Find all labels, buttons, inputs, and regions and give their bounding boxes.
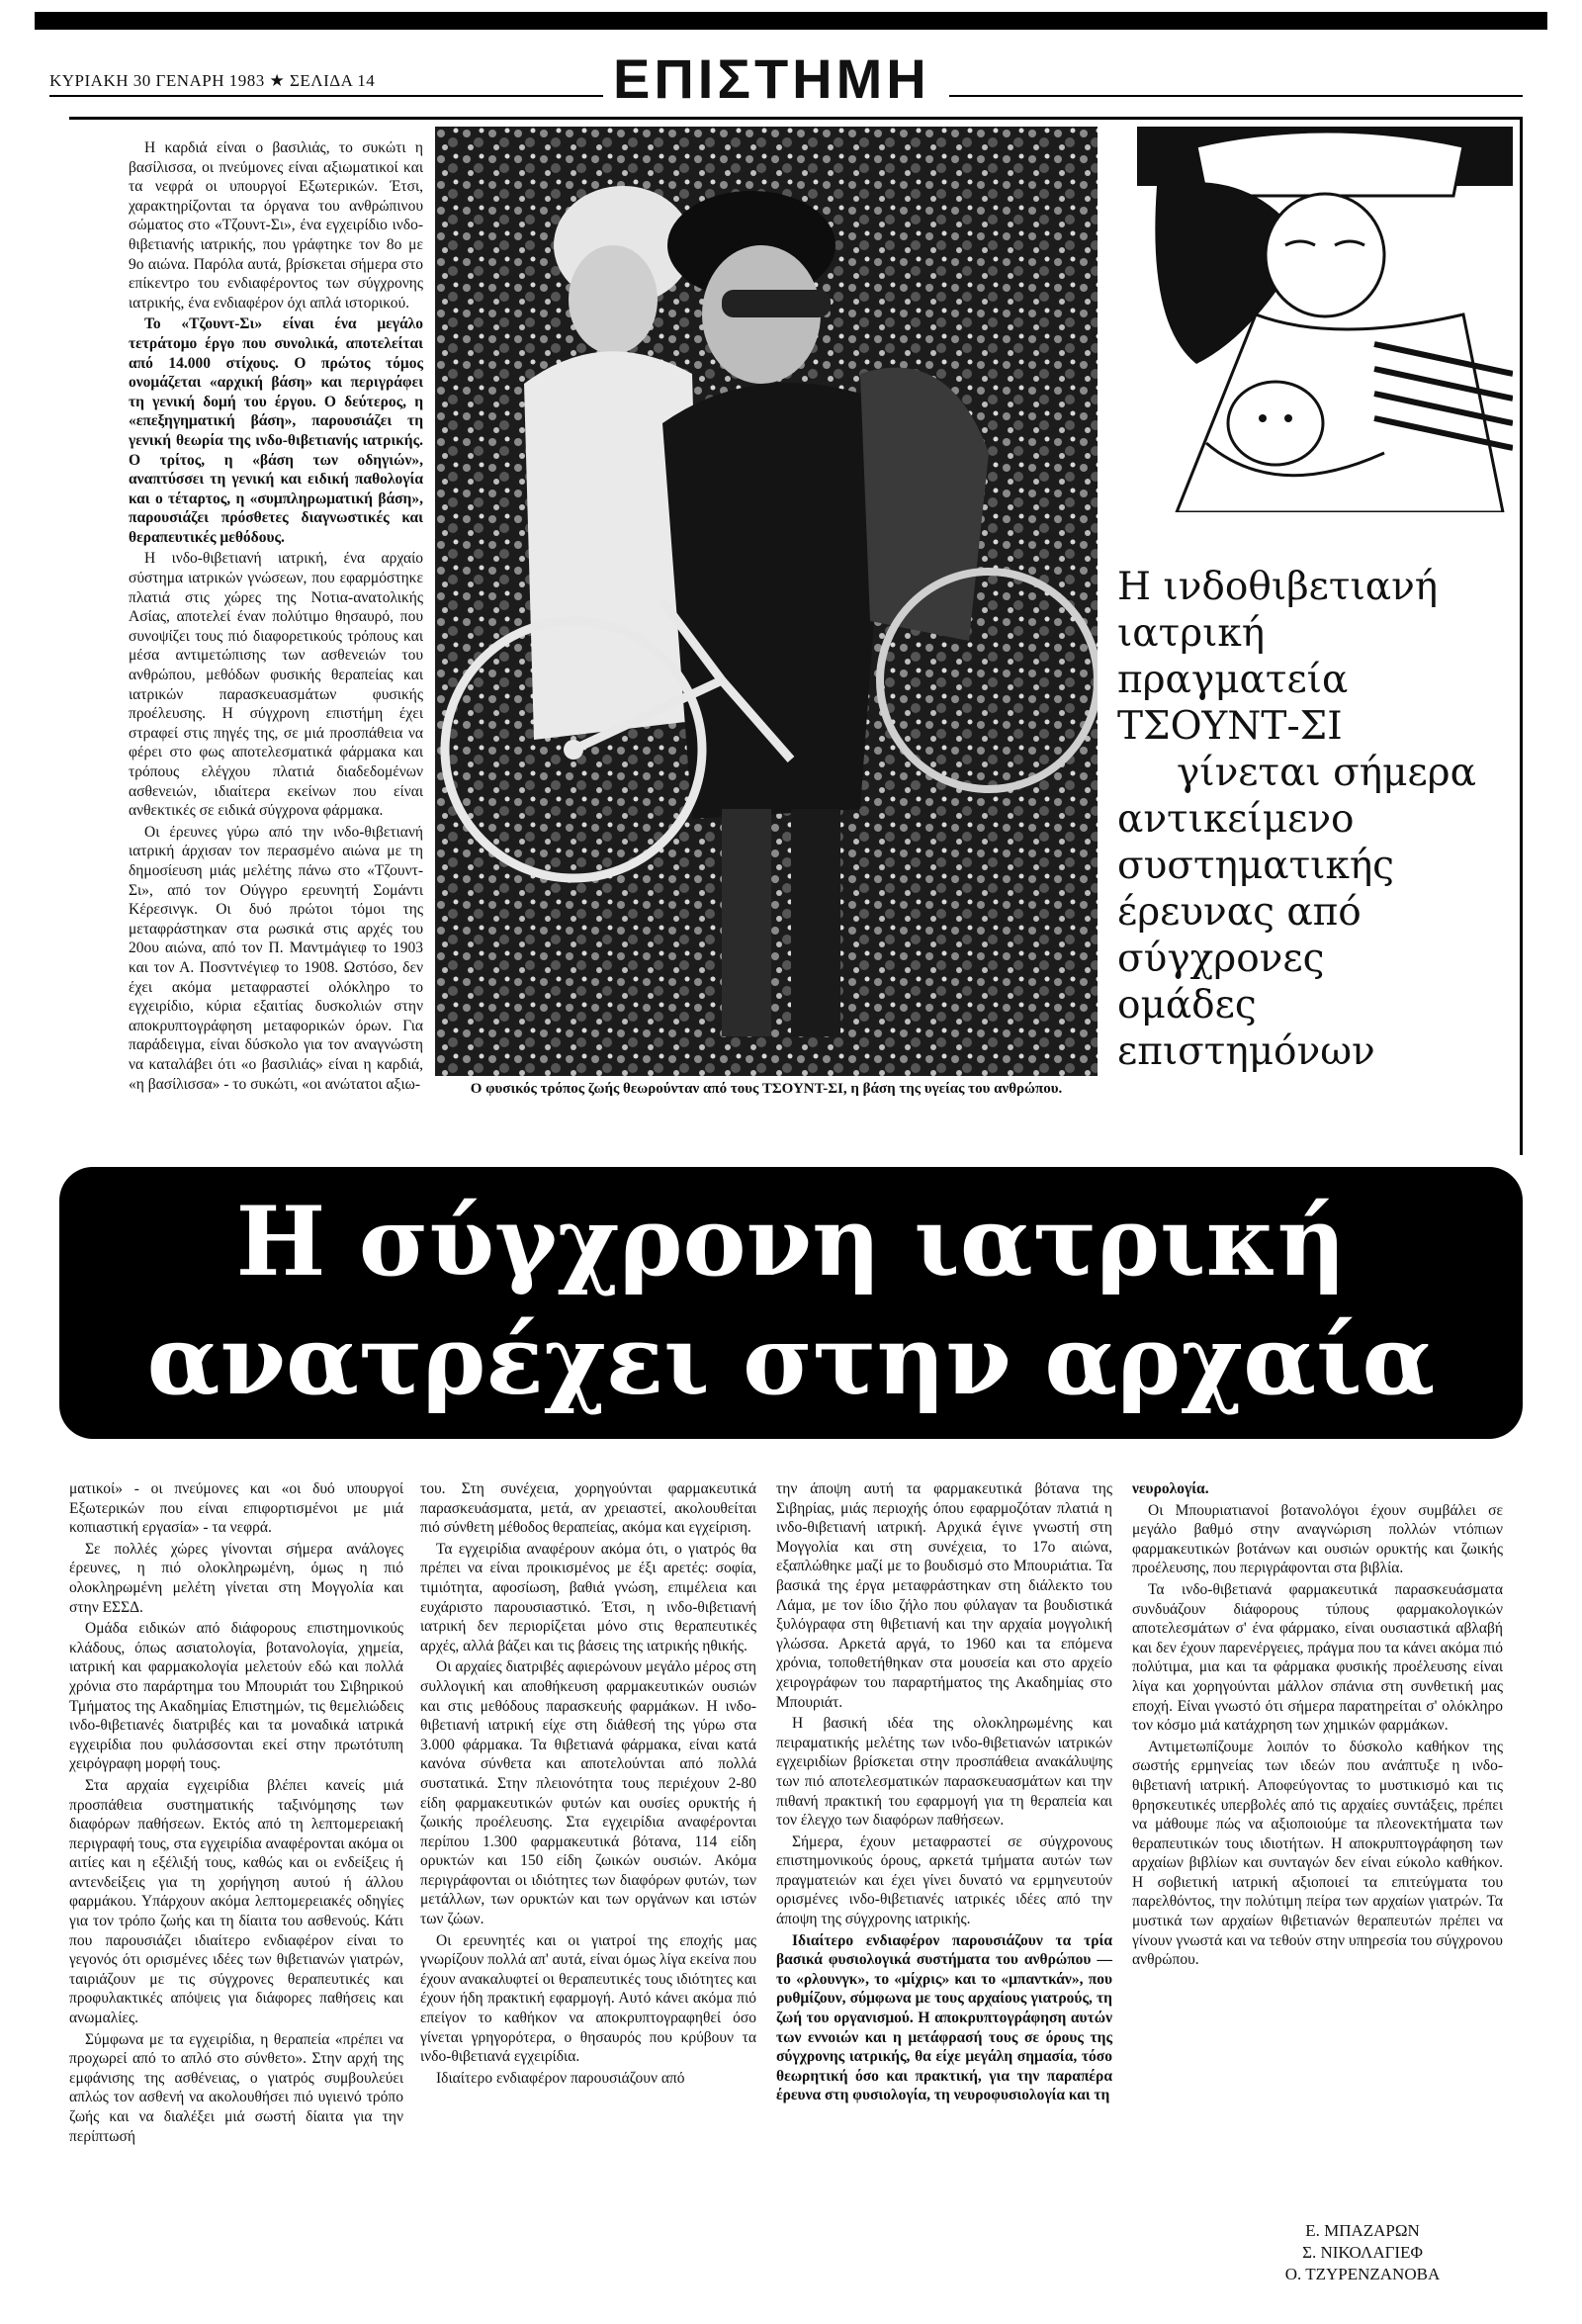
- body-column-2: [420, 1479, 756, 2090]
- body-paragraph: του. Στη συνέχεια, χορηγούνται φαρμακευτικά παρασκευάσματα, μετά, αν χρειαστεί, ακολουθείται πιό σύνθετη μέθοδος θεραπείας, ακόμα και εγχείριση.: [420, 1480, 756, 1537]
- body-paragraph: Σε πολλές χώρες γίνονται σήμερα ανάλογες έρευνες, η πιό ολοκληρωμένη, όμως η πιό ολοκληρωμένη μελέτη γίνεται στη Μογγολία και στην ΕΣΣΔ.: [69, 1540, 403, 1616]
- pull-quote: [1117, 564, 1513, 1075]
- frame-right: [1520, 117, 1523, 1155]
- body-paragraph: Οι αρχαίες διατριβές αφιερώνουν μεγάλο μέρος στη συλλογική και αποθήκευση φαρμακευτικών ουσιών και στις μεθόδους παρασκευής φαρμάκων. Η ινδο-θιβετιανή ιατρική είχε στη διάθεσή της γύρω στα 3.000 φάρμακα. Τα θιβετιανά φάρμακα, είναι κατά κανόνα σύνθετα και αποτελούνται από πολλά συστατικά. Στην πλειονότητα τους περιέχουν 2-80 είδη φαρμακευτικών φυτών και ουσίες ορυκτής ή ζωικής προέλευσης. Στα εγχειρίδια αναφέρονται περίπου 1.300 φαρμακευτικά βότανα, 114 είδη ορυκτών και 150 είδη ζωικών ουσιών. Ακόμα περιγράφονται οι ιδιότητες των διαφόρων φυτών, των μετάλλων, των ορυκτών και των οργάνων και ιστών των ζώων.: [420, 1658, 756, 1928]
- top-rule: [35, 12, 1547, 30]
- photo-elderly-cyclists: [435, 127, 1098, 1076]
- body-paragraph: Οι Μπουριατιανοί βοτανολόγοι έχουν συμβάλει σε μεγάλο βαθμό στην αναγνώριση πολλών ντόπιων φαρμακευτικών βοτάνων και ουσιών ορυκτής και ζωικής προέλευσης, που περιγράφονται στα βιβλία.: [1132, 1501, 1503, 1577]
- pull-quote-line: αντικείμενο: [1117, 797, 1355, 842]
- frame-top: [69, 117, 1523, 120]
- intro-paragraph: Οι έρευνες γύρω από την ινδο-θιβετιανή ιατρική άρχισαν τον περασμένο αιώνα με τη δημοσίευση μιάς μελέτης πάνω στο «Τζουντ-Σι», από τον Ούγγρο ερευνητή Σομάντι Κέρεσινγκ. Οι δυό πρώτοι τόμοι της μεταφράστηκαν στα ρωσικά στις αρχές του 20ου αιώνα, από τον Π. Μαντμάγιεφ το 1903 και τον Α. Ποσντνέγιεφ το 1908. Ωστόσο, δεν έχει ακόμα μεταφραστεί ολόκληρο το εγχειρίδιο, κύρια εξαιτίας δυσκολιών στην αποκρυπτογράφηση μεταφορικών όρων. Για παράδειγμα, είναι δύσκολο για τον αναγνώστη να καταλάβει ότι «ο βασιλιάς» είναι η καρδιά, «η βασίλισσα» - το συκώτι, «οι ανώτατοι αξιω-: [129, 823, 423, 1093]
- pull-quote-line: ομάδες: [1117, 983, 1257, 1028]
- intro-paragraph: Η ινδο-θιβετιανή ιατρική, ένα αρχαίο σύστημα ιατρικών γνώσεων, που εφαρμόστηκε πλατιά στις χώρες της Νοτια-ανατολικής Ασίας, αποτελεί έναν πολύτιμο θησαυρό, που συνοψίζει τους πιό διαφορετικούς τρόπους και μέσα αντιμετώπισης των ασθενειών του ανθρώπου, μεθόδων φυσικής θεραπείας και ιατρικών παρασκευασμάτων φυσικής προέλευσης. Η σύγχρονη επιστήμη έχει στραφεί στις πηγές της, σε μιά προσπάθεια να φέρει στο φως αποτελεσματικά φάρμακα και τρόπους ελέγχου πλατιά διαδεδομένων ασθενειών, ιδιαίτερα εκείνων που είναι ανθεκτικές σε ειδικά σύγχρονα φάρμακα.: [129, 550, 423, 820]
- author-name: Ε. ΜΠΑΖΑΡΩΝ: [1305, 2221, 1420, 2240]
- body-column-4: [1132, 1479, 1503, 1972]
- photo-illustration: [435, 127, 1098, 1076]
- body-paragraph: Στα αρχαία εγχειρίδια βλέπει κανείς μιά προσπάθεια συστηματικής ταξινόμησης των διαφόρων παθήσεων. Εκτός από τη λεπτομερειακή περιγραφή τους, στα εγχειρίδια αναφέρονται ακόμα οι αιτίες και η εξέλιξή τους, καθώς και οι ενδείξεις ή αντενδείξεις για τη χορήγηση αυτού ή άλλου φαρμάκου. Υπάρχουν ακόμα λεπτομερειακές οδηγίες για τον τρόπο ζωής και τη δίαιτα του ασθενούς. Κάτι που παρουσιάζει ιδιαίτερο ενδιαφέρον είναι το γεγονός ότι ορισμένες ιδέες των θιβετιανών γιατρών, ταιριάζουν με τις σύγχρονες θεραπευτικές και προφυλακτικές απόψεις για διάφορες παθήσεις και ανωμαλίες.: [69, 1776, 403, 2027]
- body-paragraph: Ιδιαίτερο ενδιαφέρον παρουσιάζουν από: [436, 2069, 685, 2087]
- body-paragraph: Ομάδα ειδικών από διάφορους επιστημονικούς κλάδους, όπως ασιατολογία, βοτανολογία, χημεία, ιατρική και φαρμακολογία μελετούν εδώ και πολλά χρόνια στο παράρτημα του Μπουριάτ του Σιβηρικού Τμήματος της Ακαδημίας Επιστημών, τις θεμελιώδεις ινδο-θιβετιανές διατριβές και τα μοναδικά ιατρικά εγχειρίδια που φυλάσσονται εκεί στην πρωτότυπη χειρόγραφη μορφή τους.: [69, 1620, 403, 1773]
- section-title: ΕΠΙΣΤΗΜΗ: [613, 47, 930, 110]
- body-paragraph: νευρολογία.: [1132, 1480, 1209, 1497]
- dateline: ΚΥΡΙΑΚΗ 30 ΓΕΝΑΡΗ 1983 ★ ΣΕΛΙΔΑ 14: [49, 71, 376, 90]
- body-paragraph: Τα εγχειρίδια αναφέρουν ακόμα ότι, ο γιατρός θα πρέπει να είναι προικισμένος με έξι αρετές: σοφία, τιμιότητα, αφοσίωση, βαθιά γνώση, επιμέλεια και ευχάριστο παρουσιαστικό. Έτσι, η ινδο-θιβετιανή ιατρική δεν περιορίζεται μόνο στις θεραπευτικές αρχές, αλλά βάζει και τις βάσεις της ιατρικής ηθικής.: [420, 1540, 756, 1654]
- body-paragraph: Ιδιαίτερο ενδιαφέρον παρουσιάζουν τα τρία βασικά φυσιολογικά συστήματα του ανθρώπου — το «ρλουνγκ», το «μίχρις» και το «μπαντκάν», που ρυθμίζουν, σύμφωνα με τους αρχαίους γιατρούς, τη ζωή του οργανισμού. Η αποκρυπτογράφηση αυτών των εννοιών και η μετάφρασή τους σε όρους της σύγχρονης ιατρικής, θα είχε μεγάλη σημασία, τόσο θεωρητική όσο και πρακτική, για την παραπέρα έρευνα στη φυσιολογία, τη νευροφυσιολογία και τη: [776, 1931, 1112, 2104]
- intro-paragraph: Η καρδιά είναι ο βασιλιάς, το συκώτι η βασίλισσα, οι πνεύμονες είναι αξιωματικοί και τα νεφρά οι υπουργοί Εξωτερικών. Έτσι, χαρακτηρίζονται τα όργανα του ανθρώπινου σώματος στο «Τζουντ-Σι», ένα εγχειρίδιο ινδο-θιβετιανής ιατρικής, που γράφτηκε τον 8ο με 9ο αιώνα. Παρόλα αυτά, βρίσκεται σήμερα στο επίκεντρο του ενδιαφέροντος των σύγχρονης ιατρικής, ένα ενδιαφέρον όχι απλά ιστορικού.: [129, 139, 423, 312]
- body-column-1: [69, 1479, 403, 2148]
- pull-quote-line: πραγματεία: [1117, 658, 1349, 702]
- pull-quote-line: ιατρική: [1117, 611, 1266, 656]
- header-rule-right: [949, 95, 1523, 97]
- body-paragraph: την άποψη αυτή τα φαρμακευτικά βότανα της Σιβηρίας, μιάς περιοχής όπου εφαρμοζόταν πλατιά η ινδο-θιβετιανή ιατρική. Αρχικά έγινε γνωστή στη Μογγολία και στη συνέχεια, το 17ο αιώνα, εξαπλώθηκε μαζί με το βουδισμό στο Μπουριάτια. Τα βασικά της έργα μεταφράστηκαν στη διάλεκτο του Λάμα, με τον ίδιο ζήλο που φύλαγαν τα βουδιστικά ξυλόγραφα στη θιβετιανή και την αρχαία μογγολική γλώσσα. Αρκετά αργά, το 1960 και τα επόμενα χρόνια, τοποθετήθηκαν στα μουσεία και στο αρχείο χειρογράφων του παραρτήματος της Ακαδημίας στο Μπουριάτ.: [776, 1480, 1112, 1711]
- body-column-3: [776, 1479, 1112, 2107]
- body-paragraph: Σύμφωνα με τα εγχειρίδια, η θεραπεία «πρέπει να προχωρεί από το απλό στο σύνθετο». Στην αρχή της εμφάνισης της ασθένειας, ο γιατρός συμβουλεύει απλώς τον ασθενή να ακολουθήσει πιό υγιεινό τρόπο ζωής και να διαλέξει μιά σωστή δίαιτα για την περίπτωσή: [69, 2030, 403, 2145]
- illustration-drawing: [1137, 127, 1513, 512]
- headline-banner: [59, 1167, 1523, 1439]
- pull-quote-line: Η ινδοθιβετιανή: [1117, 565, 1439, 609]
- body-paragraph: ματικοί» - οι πνεύμονες και «οι δυό υπουργοί Εξωτερικών που είναι επιφορτισμένοι με μιά κοπιαστική εργασία» - τα νεφρά.: [69, 1480, 403, 1537]
- body-paragraph: Σήμερα, έχουν μεταφραστεί σε σύγχρονους επιστημονικούς όρους, αρκετά τμήματα αυτών των πραγματειών και έχει γίνει δυνατό να ερμηνευτούν ορισμένες ινδο-θιβετιανές ιατρικές ιδέες από την άποψη της σύγχρονης ιατρικής.: [776, 1832, 1112, 1928]
- illustration-nurse-baby: [1137, 127, 1513, 512]
- author-name: Σ. ΝΙΚΟΛΑΓΙΕΦ: [1302, 2243, 1423, 2262]
- body-paragraph: Τα ινδο-θιβετιανά φαρμακευτικά παρασκευάσματα συνδυάζουν διάφορους τύπους φαρμακολογικών αποτελεσμάτων σ' ένα φάρμακο, είναι ουσιαστικά αβλαβή και δεν έχουν παρενέργειες, πράγμα που τα κάνει ακόμα πιό πολύτιμα, μια και τα φάρμακα φυσικής προέλευσης είναι λίγα και χορηγούνται μάλλον σπάνια στη συνθετική μας εποχή. Είναι γνωστό ότι σήμερα παρατηρείται σ' ολόκληρο τον κόσμο μιά κατάχρηση των χημικών φαρμάκων.: [1132, 1580, 1503, 1735]
- pull-quote-line: γίνεται σήμερα: [1177, 751, 1476, 795]
- body-paragraph: Η βασική ιδέα της ολοκληρωμένης και πειραματικής μελέτης των ινδο-θιβετιανών ιατρικών εγχειριδίων βρίσκεται στην προσπάθεια ανακάλυψης των πιό αποτελεσματικών παρασκευασμάτων και την πιθανή πρακτική του εφαρμογή για τη θεραπεία και τον έλεγχο των διαφόρων παθήσεων.: [776, 1715, 1112, 1830]
- photo-caption: Ο φυσικός τρόπος ζωής θεωρούνταν από τους ΤΣΟΥΝΤ-ΣΙ, η βάση της υγείας του ανθρώπου.: [470, 1081, 1063, 1097]
- intro-bold-paragraph: Το «Τζουντ-Σι» είναι ένα μεγάλο τετράτομο έργο που συνολικά, αποτελείται από 14.000 στίχους. Ο πρώτος τόμος ονομάζεται «αρχική βάση» και περιγράφει τη γενική δομή του έργου. Ο δεύτερος, η «επεξηγηματική βάση», παρουσιάζει τη γενική θεωρία της ινδο-θιβετιανής ιατρικής. Ο τρίτος, η «βάση των οδηγιών», αναπτύσσει τη γενική και ειδική παθολογία και ο τέταρτος, η «συμπληρωματική βάση», παρουσιάζει πρόσθετες διαγνωστικές και θεραπευτικές μεθόδους.: [129, 315, 423, 546]
- intro-column: [129, 138, 423, 1096]
- pull-quote-line: σύγχρονες: [1117, 937, 1325, 981]
- pull-quote-line: επιστημόνων: [1117, 1029, 1375, 1074]
- headline-line-1: Η σύγχρονη ιατρική: [235, 1186, 1347, 1297]
- pull-quote-line: συστηματικής: [1117, 844, 1395, 888]
- pull-quote-line: έρευνας από: [1117, 890, 1362, 935]
- body-paragraph: Αντιμετωπίζουμε λοιπόν το δύσκολο καθήκον της σωστής ερμηνείας των ιδεών που ανάπτυξε η ινδο-θιβετιανή ιατρική. Αποφεύγοντας το μυστικισμό και τις θρησκευτικές υπερβολές από τις αρχαίες συντάξεις, πρέπει να μάθουμε πώς να αξιοποιούμε τα πλεονεκτήματα των θεραπευτικών τους ιδιοτήτων. Η αποκρυπτογράφηση των αρχαίων βιβλίων και συνταγών δεν είναι εύκολο καθήκον. Η σοβιετική ιατρική αξιοποιεί τα επιτεύγματα του παρελθόντος, την πολύτιμη πείρα των αρχαίων γιατρών. Τα μυστικά των αρχαίων θιβετιανών θεραπευτών πρέπει να γίνουν γνωστά και να τεθούν στην υπηρεσία του σύγχρονου ανθρώπου.: [1132, 1738, 1503, 1969]
- author-name: Ο. ΤΖΥΡΕΝΖΑΝΟΒΑ: [1284, 2265, 1441, 2283]
- header-rule-left: [49, 95, 603, 97]
- body-paragraph: Οι ερευνητές και οι γιατροί της εποχής μας γνωρίζουν πολλά απ' αυτά, είναι όμως λίγα εκείνα που έχουν ανακαλυφτεί οι θεραπευτικές τους ιδιότητες και έχουν ήδη πρακτική εφαρμογή. Αυτό κάνει ακόμα πιό επείγον το καθήκον να αποκρυπτογραφηθεί όσο γίνεται γρηγορότερα, ο θησαυρός που κρύβουν τα ινδο-θιβετιανά εγχειρίδια.: [420, 1931, 756, 2066]
- headline-line-2: ανατρέχει στην αρχαία: [146, 1304, 1436, 1416]
- pull-quote-line: ΤΣΟΥΝΤ-ΣΙ: [1117, 704, 1343, 749]
